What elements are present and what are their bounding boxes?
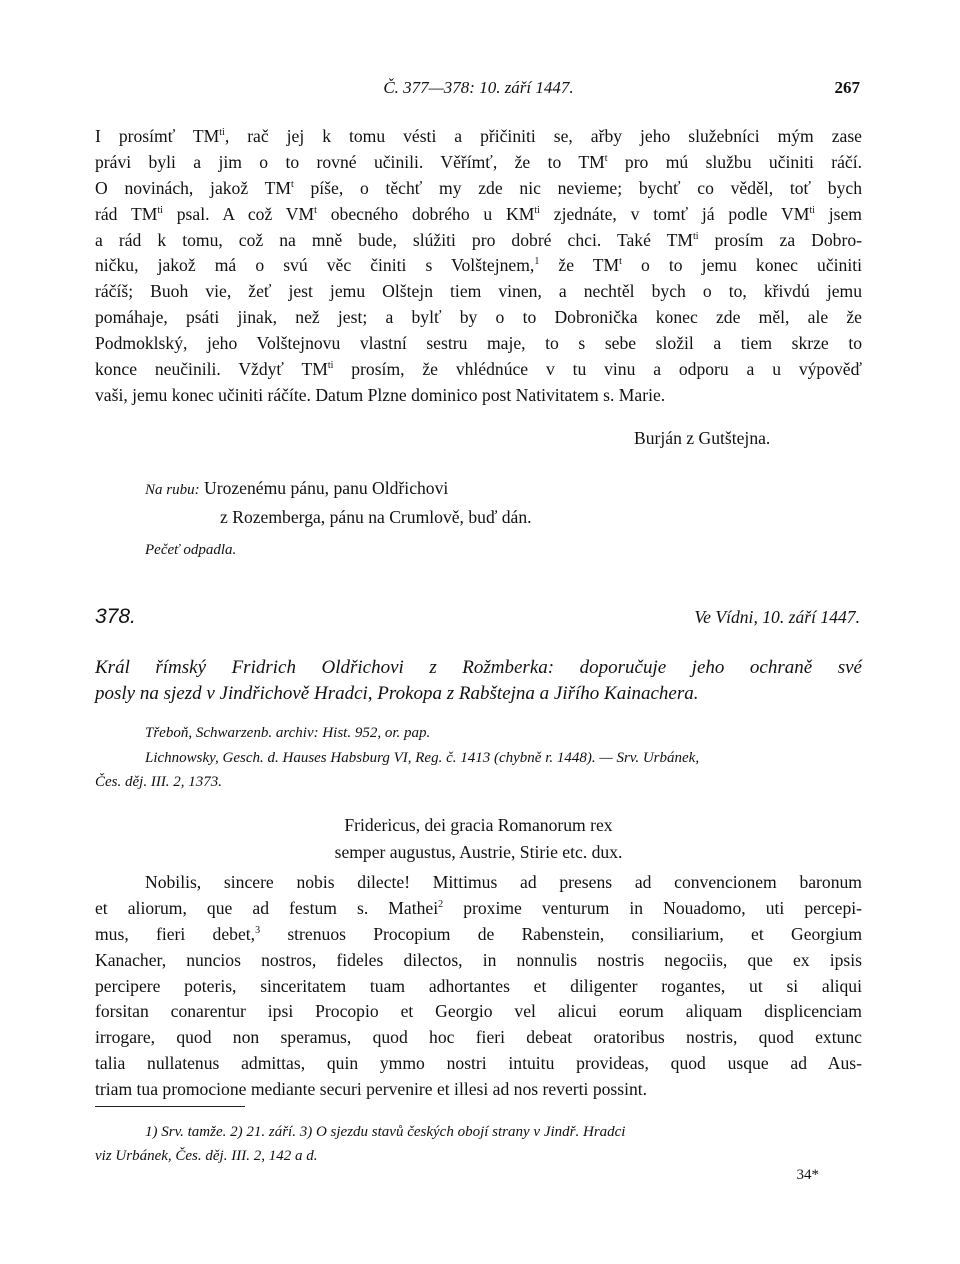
text-line: I prosímť $TM^{ti}$, rač jej k tomu vésti a přičiniti se, ařby jeho služebníci mým zase bbox=[95, 126, 862, 146]
text-line: rád $TM^{ti}$ psal. A což $VM^t$ obecného dobrého u $KM^{ti}$ zjednáte, v tomť já podle $VM^{ti}$ jsem bbox=[95, 203, 862, 224]
header-title: Č. 377—378: 10. září 1447. bbox=[383, 78, 574, 97]
letter-378-body bbox=[95, 870, 862, 1103]
text-line: triam tua promocione mediante securi pervenire et illesi ad nos reverti possint. bbox=[95, 1079, 648, 1100]
text-line: právi byli a jim o to rovné učinili. Věřímť, že to $TM^t$ pro mú službu učiniti ráčí. bbox=[95, 151, 862, 172]
superscript: 3 bbox=[255, 924, 261, 936]
footnote-line-1: 1) Srv. tamže. 2) 21. září. 3) O sjezdu stavů českých obojí strany v Jindř. Hradci bbox=[145, 1124, 626, 1140]
text-line: forsitan conarentur ipsi Procopio et Georgio vel alicui eorum aliquam displicenciam bbox=[95, 1001, 862, 1022]
regest-line-1: Král římský Fridrich Oldřichovi z Rožmberka: doporučuje jeho ochraně své bbox=[95, 657, 862, 678]
text-line: ničku, jakož má o svú věc činiti s Volštejnem,$^1$ že $TM^t$ o to jemu konec učiniti bbox=[95, 255, 862, 276]
superscript: t bbox=[314, 204, 317, 216]
text-line: et aliorum, que ad festum s. Mathei$^2$ proxime venturum in Nouadomo, uti percepi- bbox=[95, 897, 863, 918]
superscript: 1 bbox=[534, 256, 540, 268]
entry-place-date: Ve Vídni, 10. září 1447. bbox=[694, 607, 860, 627]
page-number: 267 bbox=[834, 78, 860, 97]
signature: Burján z Gutštejna. bbox=[634, 428, 771, 448]
text-line: mus, fieri debet,$^3$ strenuos Procopium de Rabenstein, consiliarium, et Georgium bbox=[95, 923, 863, 944]
address-line-2: z Rozemberga, pánu na Crumlově, buď dán. bbox=[220, 507, 532, 527]
intitulatio-line-1: Fridericus, dei gracia Romanorum rex bbox=[344, 815, 613, 835]
superscript: t bbox=[604, 153, 608, 165]
na-rubu-label: Na rubu: bbox=[145, 482, 200, 498]
na-rubu-address bbox=[145, 475, 532, 531]
text-line: ráčíš; Buoh vie, žeť jest jemu Olštejn tiem vinen, a nechtěl bych o to, křivdú jemu bbox=[95, 281, 862, 302]
document-page bbox=[95, 0, 862, 1264]
superscript: ti bbox=[809, 204, 815, 216]
text-line: talia nullatenus admittas, quin ymmo nostri intuitu provideas, quod usque ad Aus- bbox=[95, 1053, 862, 1074]
intitulatio-line-2: semper augustus, Austrie, Stirie etc. dux. bbox=[334, 842, 623, 862]
sources bbox=[95, 721, 862, 795]
text-line: percipere poteris, sinceritatem tuam adhortantes et diligenter rogantes, ut si aliqui bbox=[95, 975, 862, 996]
superscript: ti bbox=[693, 230, 699, 242]
source-line-1: Třeboň, Schwarzenb. archiv: Hist. 952, or. pap. bbox=[145, 725, 431, 741]
footnote-line-2: viz Urbánek, Čes. děj. III. 2, 142 a d. bbox=[95, 1148, 318, 1164]
regest-line-2: posly na sjezd v Jindřichově Hradci, Prokopa z Rabštejna a Jiřího Kainachera. bbox=[95, 682, 699, 704]
text-line: irrogare, quod non speramus, quod hoc fieri debeat oratoribus nostris, quod extunc bbox=[95, 1027, 862, 1048]
superscript: ti bbox=[327, 360, 334, 372]
superscript: 2 bbox=[438, 899, 444, 911]
text-line: Kanacher, nuncios nostros, fideles dilectos, in nonnulis nostris negociis, que ex ipsis bbox=[95, 949, 862, 970]
footnotes bbox=[95, 1120, 862, 1168]
entry-heading bbox=[95, 605, 862, 633]
intitulatio bbox=[95, 812, 862, 866]
text-line: a rád k tomu, což na mně bude, slúžiti pro dobré chci. Také $TM^{ti}$ prosím za Dobro- bbox=[95, 229, 862, 250]
text-line: Podmoklský, jeho Volštejnovu vlastní sestru maje, to s sebe složil a tiem skrze to bbox=[95, 333, 862, 354]
superscript: t bbox=[290, 178, 294, 190]
superscript: ti bbox=[219, 127, 225, 139]
superscript: t bbox=[619, 256, 622, 268]
superscript: ti bbox=[157, 204, 163, 216]
footnote-rule bbox=[95, 1106, 245, 1107]
regest bbox=[95, 655, 862, 707]
source-line-2: Lichnowsky, Gesch. d. Hauses Habsburg VI, Reg. č. 1413 (chybně r. 1448). — Srv. Urbánek, bbox=[145, 749, 700, 766]
text-line: pomáhaje, psáti jinak, než jest; a bylť by o to Dobronička konec zde měl, ale že bbox=[95, 307, 862, 328]
text-line: vaši, jemu konec učiniti ráčíte. Datum Plzne dominico post Nativitatem s. Marie. bbox=[95, 384, 666, 405]
superscript: ti bbox=[534, 204, 540, 216]
running-header bbox=[95, 78, 862, 102]
source-line-3: Čes. děj. III. 2, 1373. bbox=[95, 774, 223, 790]
text-line: O novinách, jakož $TM^t$ píše, o těchť my zde nic nevieme; bychť co věděl, toť bych bbox=[95, 177, 862, 198]
address-line-1: Urozenému pánu, panu Oldřichovi bbox=[204, 478, 449, 498]
text-line: Nobilis, sincere nobis dilecte! Mittimus ad presens ad convencionem baronum bbox=[145, 872, 862, 892]
seal-note: Pečeť odpadla. bbox=[145, 542, 237, 558]
entry-number: 378. bbox=[95, 605, 136, 628]
sheet-signature-mark: 34* bbox=[796, 1167, 819, 1183]
letter-377-body bbox=[95, 124, 862, 409]
text-line: konce neučinili. Vždyť $TM^{ti}$ prosím, že vhlédnúce v tu vinu a odporu a u výpověď bbox=[95, 359, 862, 380]
